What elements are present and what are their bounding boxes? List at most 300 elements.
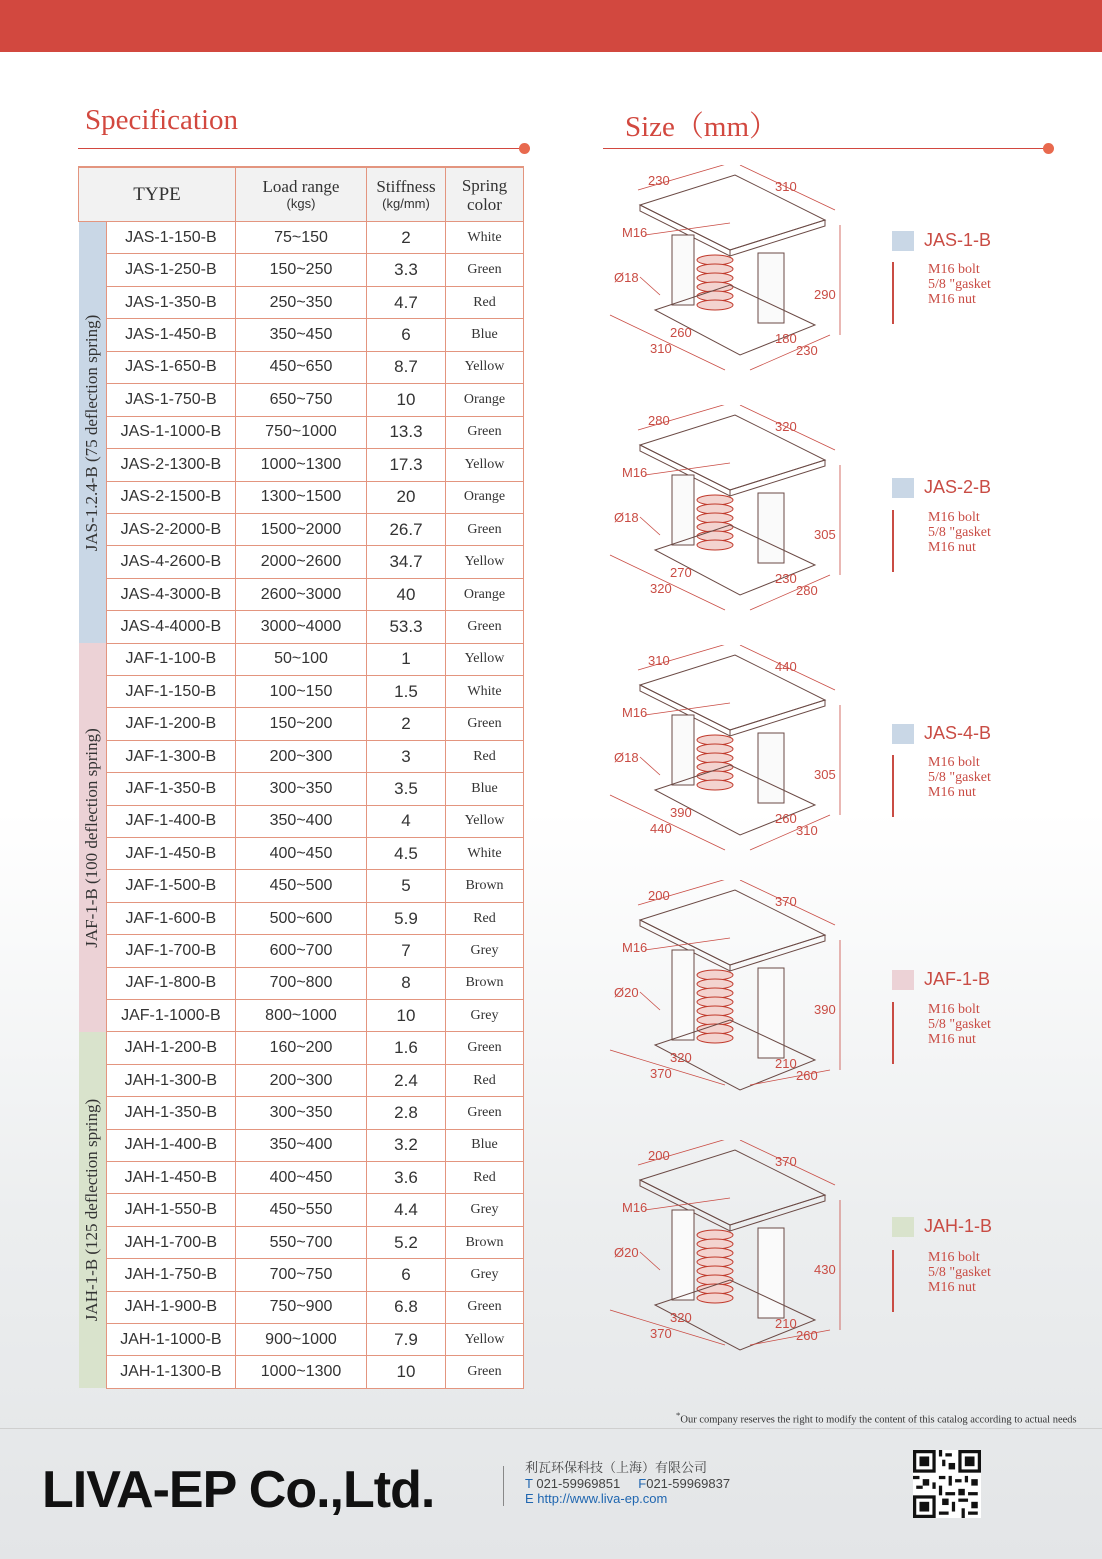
cell-stiffness: 10 [367, 1356, 446, 1388]
mount-drawing [600, 165, 870, 390]
table-row [79, 676, 524, 708]
spring-mount-icon [600, 405, 870, 625]
cell-type: JAH-1-550-B [106, 1194, 235, 1226]
cell-load-range: 150~250 [236, 254, 367, 286]
dim-top-depth: 440 [775, 659, 797, 674]
table-row [79, 805, 524, 837]
dim-base-c: 210 [775, 1056, 797, 1071]
fax-number: 021-59969837 [646, 1475, 731, 1491]
cell-load-range: 2600~3000 [236, 578, 367, 610]
cell-type: JAS-1-650-B [106, 351, 235, 383]
spring-mount-icon [600, 880, 870, 1100]
specification-table [78, 166, 524, 1389]
header-stiffness-unit: (kg/mm) [382, 196, 430, 211]
note-text: Our company reserves the right to modify the content of this catalog according to actual needs [680, 1414, 1077, 1426]
cell-load-range: 350~400 [236, 805, 367, 837]
cell-spring-color: Grey [446, 1194, 524, 1226]
cell-type: JAH-1-700-B [106, 1226, 235, 1258]
note-star: * [676, 1410, 681, 1420]
cell-type: JAH-1-400-B [106, 1129, 235, 1161]
dim-base-c: 180 [775, 331, 797, 346]
dim-hole: Ø18 [614, 750, 639, 765]
cell-stiffness: 8 [367, 967, 446, 999]
table-row [79, 611, 524, 643]
cell-type: JAF-1-350-B [106, 773, 235, 805]
bolt-desc: M16 bolt [928, 755, 980, 770]
table-row [79, 351, 524, 383]
cell-spring-color: Grey [446, 935, 524, 967]
dim-base-b: 310 [650, 341, 672, 356]
cell-stiffness: 6 [367, 319, 446, 351]
table-row [79, 773, 524, 805]
cell-spring-color: Brown [446, 967, 524, 999]
cell-load-range: 500~600 [236, 902, 367, 934]
dim-base-c: 230 [775, 571, 797, 586]
bolt-desc: M16 bolt [928, 1002, 980, 1017]
cell-type: JAF-1-700-B [106, 935, 235, 967]
cell-load-range: 200~300 [236, 740, 367, 772]
model-name: JAF-1-B [924, 969, 991, 989]
bolt-desc: M16 bolt [928, 262, 980, 277]
dim-height: 430 [814, 1262, 836, 1277]
cell-type: JAH-1-200-B [106, 1032, 235, 1064]
model-name: JAH-1-B [924, 1216, 993, 1236]
dim-top-depth: 320 [775, 419, 797, 434]
top-banner [0, 0, 1102, 52]
cell-type: JAH-1-900-B [106, 1291, 235, 1323]
dim-hole: Ø18 [614, 510, 639, 525]
size-rule-dot [1043, 143, 1054, 154]
cell-stiffness: 40 [367, 578, 446, 610]
model-swatch [892, 231, 914, 251]
table-row [79, 222, 524, 254]
cell-spring-color: Brown [446, 870, 524, 902]
cell-spring-color: Green [446, 416, 524, 448]
group-label-cell [79, 222, 107, 644]
cell-spring-color: Yellow [446, 546, 524, 578]
spring-mount-icon [600, 165, 870, 385]
cell-stiffness: 4.4 [367, 1194, 446, 1226]
cell-stiffness: 2 [367, 222, 446, 254]
group-label: JAH-1-B (125 deflection spring) [82, 1098, 101, 1322]
hardware-description [892, 510, 991, 572]
gasket-desc: 5/8 "gasket [928, 277, 991, 292]
cell-spring-color: Blue [446, 773, 524, 805]
cell-type: JAS-1-150-B [106, 222, 235, 254]
dim-base-b: 320 [650, 581, 672, 596]
cell-spring-color: Blue [446, 1129, 524, 1161]
bolt-desc: M16 bolt [928, 1250, 980, 1265]
cell-type: JAF-1-200-B [106, 708, 235, 740]
web-line [525, 1491, 730, 1507]
cell-type: JAS-1-1000-B [106, 416, 235, 448]
cell-stiffness: 1.5 [367, 676, 446, 708]
bolt-desc: M16 bolt [928, 510, 980, 525]
dim-base-a: 390 [670, 805, 692, 820]
table-row [79, 416, 524, 448]
cell-type: JAH-1-300-B [106, 1064, 235, 1096]
table-row [79, 1162, 524, 1194]
website-link[interactable]: http://www.liva-ep.com [537, 1491, 668, 1506]
table-header-row [79, 167, 524, 222]
tel-number: 021-59969851 [536, 1475, 621, 1491]
cell-type: JAF-1-400-B [106, 805, 235, 837]
dim-bolt: M16 [622, 465, 648, 480]
table-row [79, 286, 524, 318]
table-body [79, 222, 524, 1389]
table-row [79, 578, 524, 610]
cell-load-range: 450~550 [236, 1194, 367, 1226]
table-row [79, 1194, 524, 1226]
nut-desc: M16 nut [928, 785, 976, 800]
cell-type: JAH-1-1300-B [106, 1356, 235, 1388]
web-label: E [525, 1491, 534, 1506]
cell-load-range: 450~500 [236, 870, 367, 902]
gasket-desc: 5/8 "gasket [928, 525, 991, 540]
specification-rule-dot [519, 143, 530, 154]
cell-spring-color: Yellow [446, 643, 524, 675]
cell-type: JAH-1-750-B [106, 1259, 235, 1291]
header-stiffness [367, 167, 446, 222]
company-name-cn: 利瓦环保科技（上海）有限公司 [525, 1460, 708, 1475]
cell-stiffness: 1.6 [367, 1032, 446, 1064]
cell-spring-color: Green [446, 254, 524, 286]
cell-load-range: 700~750 [236, 1259, 367, 1291]
table-row [79, 319, 524, 351]
table-row [79, 838, 524, 870]
cell-type: JAS-4-2600-B [106, 546, 235, 578]
cell-stiffness: 7 [367, 935, 446, 967]
table-row [79, 546, 524, 578]
size-rule [603, 148, 1048, 149]
cell-stiffness: 5.9 [367, 902, 446, 934]
cell-load-range: 400~450 [236, 1162, 367, 1194]
dim-base-d: 230 [796, 343, 818, 358]
header-load-label: Load range [262, 177, 340, 196]
dim-top-width: 200 [648, 888, 670, 903]
cell-load-range: 900~1000 [236, 1324, 367, 1356]
cell-type: JAH-1-350-B [106, 1097, 235, 1129]
hardware-description [892, 1002, 991, 1064]
cell-stiffness: 2.8 [367, 1097, 446, 1129]
cell-load-range: 650~750 [236, 384, 367, 416]
cell-stiffness: 53.3 [367, 611, 446, 643]
cell-load-range: 160~200 [236, 1032, 367, 1064]
cell-spring-color: Red [446, 1162, 524, 1194]
dim-height: 290 [814, 287, 836, 302]
cell-spring-color: Yellow [446, 1324, 524, 1356]
dim-base-a: 260 [670, 325, 692, 340]
spring-mount-icon [600, 645, 870, 865]
gasket-desc: 5/8 "gasket [928, 1017, 991, 1032]
table-row [79, 1129, 524, 1161]
tel-label: T [525, 1475, 533, 1491]
table-row [79, 1226, 524, 1258]
cell-spring-color: Grey [446, 999, 524, 1032]
cell-load-range: 150~200 [236, 708, 367, 740]
model-swatch [892, 478, 914, 498]
dim-base-a: 320 [670, 1050, 692, 1065]
table-row [79, 1032, 524, 1064]
table-row [79, 1097, 524, 1129]
cell-spring-color: Green [446, 513, 524, 545]
cell-type: JAS-4-3000-B [106, 578, 235, 610]
cell-type: JAH-1-450-B [106, 1162, 235, 1194]
mount-drawing [600, 880, 870, 1105]
cell-stiffness: 4.5 [367, 838, 446, 870]
cell-type: JAS-2-2000-B [106, 513, 235, 545]
cell-stiffness: 10 [367, 384, 446, 416]
header-spring-color [446, 167, 524, 222]
model-swatch [892, 1217, 914, 1237]
table-row [79, 513, 524, 545]
model-name: JAS-1-B [924, 230, 992, 250]
dim-top-depth: 370 [775, 894, 797, 909]
spring-mount-icon [600, 1140, 870, 1360]
cell-load-range: 2000~2600 [236, 546, 367, 578]
cell-load-range: 300~350 [236, 773, 367, 805]
table-row [79, 902, 524, 934]
cell-spring-color: Green [446, 1032, 524, 1064]
header-stiffness-label: Stiffness [376, 177, 436, 196]
cell-stiffness: 3.2 [367, 1129, 446, 1161]
model-label [892, 1216, 992, 1237]
dim-top-width: 280 [648, 413, 670, 428]
cell-stiffness: 17.3 [367, 449, 446, 481]
cell-spring-color: Yellow [446, 449, 524, 481]
hardware-description [892, 1250, 991, 1312]
cell-stiffness: 3.6 [367, 1162, 446, 1194]
mount-drawing [600, 1140, 870, 1365]
dim-base-d: 280 [796, 583, 818, 598]
table-row [79, 870, 524, 902]
cell-type: JAF-1-500-B [106, 870, 235, 902]
nut-desc: M16 nut [928, 1032, 976, 1047]
table-row [79, 1356, 524, 1388]
cell-spring-color: Orange [446, 578, 524, 610]
cell-spring-color: Blue [446, 319, 524, 351]
cell-type: JAF-1-450-B [106, 838, 235, 870]
dim-top-width: 200 [648, 1148, 670, 1163]
header-load-unit: (kgs) [286, 196, 316, 211]
mount-drawing [600, 405, 870, 630]
cell-type: JAF-1-150-B [106, 676, 235, 708]
cell-stiffness: 2.4 [367, 1064, 446, 1096]
cell-load-range: 600~700 [236, 935, 367, 967]
cell-spring-color: Yellow [446, 351, 524, 383]
cell-spring-color: Red [446, 902, 524, 934]
cell-load-range: 550~700 [236, 1226, 367, 1258]
table-row [79, 708, 524, 740]
cell-stiffness: 6.8 [367, 1291, 446, 1323]
group-label: JAS-1.2.4-B (75 deflection spring) [82, 314, 101, 551]
table-row [79, 999, 524, 1032]
dim-hole: Ø20 [614, 985, 639, 1000]
phone-fax-line [525, 1476, 730, 1492]
cell-spring-color: White [446, 222, 524, 254]
cell-stiffness: 3.3 [367, 254, 446, 286]
dim-base-d: 260 [796, 1068, 818, 1083]
cell-load-range: 700~800 [236, 967, 367, 999]
table-row [79, 1064, 524, 1096]
mount-drawing [600, 645, 870, 870]
model-name: JAS-4-B [924, 723, 992, 743]
cell-spring-color: Grey [446, 1259, 524, 1291]
header-type: TYPE [79, 167, 236, 222]
dim-base-d: 310 [796, 823, 818, 838]
cell-load-range: 300~350 [236, 1097, 367, 1129]
table-row [79, 254, 524, 286]
cell-stiffness: 26.7 [367, 513, 446, 545]
table-row [79, 643, 524, 675]
cell-stiffness: 3 [367, 740, 446, 772]
hardware-description [892, 262, 991, 324]
cell-stiffness: 34.7 [367, 546, 446, 578]
model-label [892, 230, 991, 251]
contact-block [525, 1460, 730, 1507]
cell-load-range: 350~450 [236, 319, 367, 351]
cell-load-range: 800~1000 [236, 999, 367, 1032]
cell-load-range: 450~650 [236, 351, 367, 383]
cell-spring-color: White [446, 838, 524, 870]
cell-type: JAF-1-600-B [106, 902, 235, 934]
cell-spring-color: Orange [446, 481, 524, 513]
dim-hole: Ø18 [614, 270, 639, 285]
cell-load-range: 100~150 [236, 676, 367, 708]
hardware-description [892, 755, 991, 817]
nut-desc: M16 nut [928, 540, 976, 555]
cell-spring-color: Red [446, 740, 524, 772]
specification-rule [78, 148, 524, 149]
cell-load-range: 250~350 [236, 286, 367, 318]
model-swatch [892, 970, 914, 990]
cell-spring-color: Yellow [446, 805, 524, 837]
dim-top-width: 310 [648, 653, 670, 668]
cell-load-range: 750~1000 [236, 416, 367, 448]
footer-divider [0, 1428, 1102, 1429]
dim-base-d: 260 [796, 1328, 818, 1343]
dim-height: 390 [814, 1002, 836, 1017]
table-row [79, 1259, 524, 1291]
cell-spring-color: Red [446, 286, 524, 318]
cell-type: JAH-1-1000-B [106, 1324, 235, 1356]
cell-spring-color: Green [446, 1097, 524, 1129]
cell-load-range: 1000~1300 [236, 449, 367, 481]
dim-height: 305 [814, 527, 836, 542]
cell-spring-color: White [446, 676, 524, 708]
gasket-desc: 5/8 "gasket [928, 1265, 991, 1280]
gasket-desc: 5/8 "gasket [928, 770, 991, 785]
cell-spring-color: Green [446, 1291, 524, 1323]
cell-type: JAS-2-1500-B [106, 481, 235, 513]
cell-stiffness: 13.3 [367, 416, 446, 448]
dim-bolt: M16 [622, 940, 648, 955]
cell-stiffness: 1 [367, 643, 446, 675]
dim-top-depth: 310 [775, 179, 797, 194]
table-row [79, 1324, 524, 1356]
dim-base-a: 320 [670, 1310, 692, 1325]
table-row [79, 384, 524, 416]
nut-desc: M16 nut [928, 292, 976, 307]
table-row [79, 481, 524, 513]
group-label: JAF-1-B (100 deflection spring) [82, 727, 101, 948]
cell-load-range: 200~300 [236, 1064, 367, 1096]
cell-load-range: 1500~2000 [236, 513, 367, 545]
cell-stiffness: 4.7 [367, 286, 446, 318]
table-row [79, 935, 524, 967]
cell-type: JAF-1-1000-B [106, 999, 235, 1032]
cell-spring-color: Brown [446, 1226, 524, 1258]
cell-stiffness: 20 [367, 481, 446, 513]
dim-hole: Ø20 [614, 1245, 639, 1260]
cell-type: JAF-1-800-B [106, 967, 235, 999]
cell-stiffness: 5 [367, 870, 446, 902]
cell-stiffness: 8.7 [367, 351, 446, 383]
cell-load-range: 50~100 [236, 643, 367, 675]
header-load-range [236, 167, 367, 222]
dim-base-c: 210 [775, 1316, 797, 1331]
header-color-line1: Spring [461, 175, 508, 195]
dim-base-c: 260 [775, 811, 797, 826]
dim-bolt: M16 [622, 225, 648, 240]
footer-separator [503, 1466, 504, 1506]
cell-type: JAS-1-450-B [106, 319, 235, 351]
cell-stiffness: 5.2 [367, 1226, 446, 1258]
nut-desc: M16 nut [928, 1280, 976, 1295]
qr-code-icon [913, 1450, 981, 1518]
cell-load-range: 350~400 [236, 1129, 367, 1161]
group-label-cell [79, 1032, 107, 1388]
dim-height: 305 [814, 767, 836, 782]
cell-stiffness: 10 [367, 999, 446, 1032]
table-row [79, 1291, 524, 1323]
cell-spring-color: Red [446, 1064, 524, 1096]
cell-type: JAF-1-300-B [106, 740, 235, 772]
cell-type: JAS-1-250-B [106, 254, 235, 286]
group-label-cell [79, 643, 107, 1032]
cell-spring-color: Green [446, 1356, 524, 1388]
cell-stiffness: 3.5 [367, 773, 446, 805]
company-brand: LIVA-EP Co.,Ltd. [42, 1461, 435, 1519]
model-label [892, 477, 991, 498]
table-row [79, 449, 524, 481]
table-row [79, 967, 524, 999]
cell-type: JAF-1-100-B [106, 643, 235, 675]
cell-load-range: 1000~1300 [236, 1356, 367, 1388]
catalog-note [676, 1410, 1077, 1426]
dim-top-width: 230 [648, 173, 670, 188]
dim-base-b: 370 [650, 1326, 672, 1341]
model-swatch [892, 724, 914, 744]
cell-stiffness: 6 [367, 1259, 446, 1291]
size-title: Size（mm） [625, 111, 779, 143]
cell-type: JAS-2-1300-B [106, 449, 235, 481]
cell-load-range: 750~900 [236, 1291, 367, 1323]
dim-top-depth: 370 [775, 1154, 797, 1169]
model-name: JAS-2-B [924, 477, 992, 497]
header-color-line2: color [467, 194, 502, 214]
cell-stiffness: 7.9 [367, 1324, 446, 1356]
dim-bolt: M16 [622, 1200, 648, 1215]
dim-base-b: 440 [650, 821, 672, 836]
fax-label: F [638, 1475, 647, 1491]
cell-load-range: 3000~4000 [236, 611, 367, 643]
cell-type: JAS-1-350-B [106, 286, 235, 318]
cell-stiffness: 2 [367, 708, 446, 740]
cell-load-range: 75~150 [236, 222, 367, 254]
model-label [892, 969, 990, 990]
cell-type: JAS-1-750-B [106, 384, 235, 416]
